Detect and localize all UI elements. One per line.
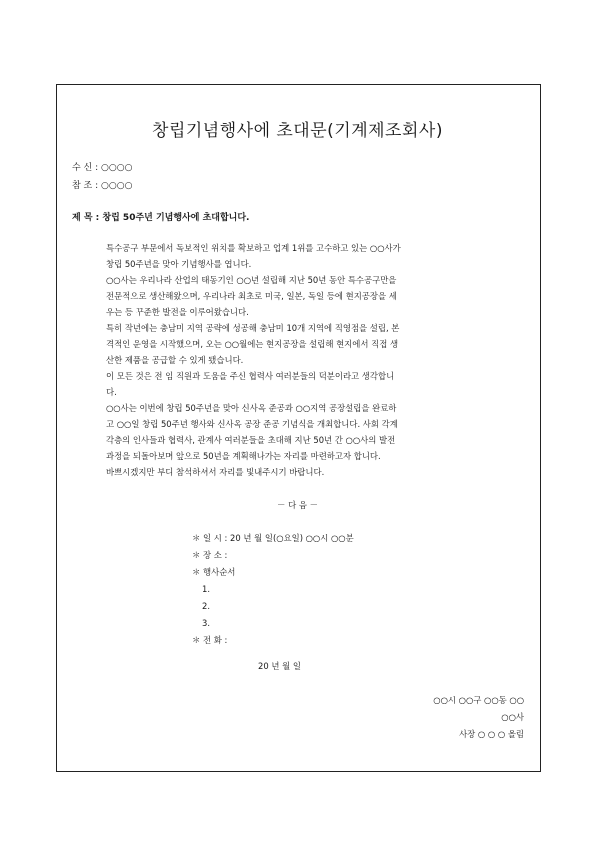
body-line: 고 ○○일 창립 50주년 행사와 신사옥 공장 준공 기념식을 개최합니다. 사회 각계 bbox=[106, 419, 398, 429]
body-line: 바쁘시겠지만 부디 참석하셔서 자리를 빛내주시기 바랍니다. bbox=[106, 467, 325, 477]
subject-label: 제 목 : bbox=[72, 213, 100, 223]
body-line: 전문적으로 생산해왔으며, 우리나라 최초로 미국, 일본, 독일 등에 현지공장을 세 bbox=[106, 291, 397, 301]
detail-datetime: ＊ 일 시 : 20 년 월 일(○요일) ○○시 ○○분 bbox=[192, 533, 354, 543]
body-line: 각층의 인사들과 협력사, 관계사 여러분들을 초대해 지난 50년 간 ○○사의 발전 bbox=[106, 435, 396, 445]
program-item: 1. bbox=[202, 584, 210, 594]
body-line: 이 모든 것은 전 임 직원과 도움을 주신 협력사 여러분들의 덕분이라고 생각합니 bbox=[106, 371, 395, 381]
detail-phone: ＊ 전 화 : bbox=[192, 635, 228, 645]
body-line: 격적인 운영을 시작했으며, 오는 ○○월에는 현지공장을 설립해 현지에서 직접 생 bbox=[106, 339, 399, 349]
body-line: 특히 작년에는 충남미 지역 공략에 성공해 충남미 10개 지역에 직영점을 설립, 본 bbox=[106, 323, 400, 333]
reference-label: 참 조 : bbox=[72, 181, 99, 191]
body-line: 우는 등 꾸준한 발전을 이루어왔습니다. bbox=[106, 307, 249, 317]
date-line: 20 년 월 일 bbox=[258, 661, 301, 671]
signature-block bbox=[433, 692, 524, 743]
program-item: 3. bbox=[202, 618, 210, 628]
recipient-line bbox=[72, 160, 132, 173]
body-line: 특수공구 부문에서 독보적인 위치를 확보하고 업계 1위를 고수하고 있는 ○○사가 bbox=[106, 243, 401, 253]
body-line: ○○사는 이번에 창립 50주년을 맞아 신사옥 준공과 ○○지역 공장설립을 완료하 bbox=[106, 403, 397, 413]
body-line: 과정을 되돌아보며 앞으로 50년을 계획해나가는 자리를 마련하고자 합니다. bbox=[106, 451, 381, 461]
recipient-label: 수 신 : bbox=[72, 163, 99, 173]
reference-value: ○○○○ bbox=[101, 181, 133, 191]
detail-place: ＊ 장 소 : bbox=[192, 550, 228, 560]
detail-program-label: ＊ 행사순서 bbox=[192, 567, 236, 577]
details-heading: － 다 음 － bbox=[277, 500, 318, 510]
body-line: ○○사는 우리나라 산업의 태동기인 ○○년 설립해 지난 50년 동안 특수공구만을 bbox=[106, 275, 397, 285]
body-paragraph bbox=[106, 240, 516, 480]
recipient-value: ○○○○ bbox=[101, 163, 133, 173]
reference-line bbox=[72, 178, 132, 191]
body-line: 다. bbox=[106, 387, 117, 397]
subject-line bbox=[72, 210, 249, 223]
body-line: 산한 제품을 공급할 수 있게 됐습니다. bbox=[106, 355, 244, 365]
details-list bbox=[192, 530, 354, 649]
program-item: 2. bbox=[202, 601, 210, 611]
signature-company: ○○사 bbox=[501, 712, 524, 722]
body-line: 창립 50주년을 맞아 기념행사를 엽니다. bbox=[106, 259, 252, 269]
signature-address: ○○시 ○○구 ○○동 ○○ bbox=[433, 695, 524, 705]
signature-ceo: 사장 ○ ○ ○ 올림 bbox=[459, 729, 524, 739]
subject-value: 창립 50주년 기념행사에 초대합니다. bbox=[102, 213, 250, 223]
document-title: 창립기념행사에 초대문(기계제조회사) bbox=[152, 121, 443, 141]
